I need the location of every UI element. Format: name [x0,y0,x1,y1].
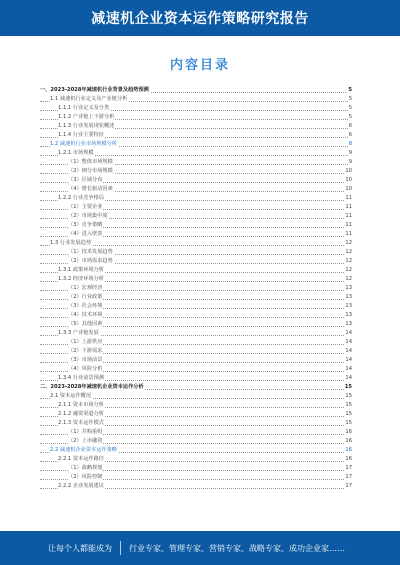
toc-entry[interactable] [0,185,400,194]
toc-entry-label: （2）市场需求趋势 [68,258,113,264]
toc-entry-page: 12 [345,249,352,255]
toc-entry-label: （2）细分市场规模 [68,168,113,174]
toc-entry-page: 15 [345,393,352,399]
toc-entry[interactable] [0,158,400,167]
toc-entry-page: 10 [345,168,352,174]
toc-entry[interactable] [0,338,400,347]
footer-tagline: 行业专家、管理专家、营销专家、战略专家、成功企业家…… [129,543,345,553]
toc-entry[interactable] [0,104,400,113]
toc-entry[interactable] [0,149,400,158]
toc-entry-label: （1）技术发展趋势 [68,249,113,255]
toc-entry-page: 9 [348,159,352,165]
toc-entry-page: 6 [348,132,352,138]
toc-entry-page: 9 [348,150,352,156]
toc-entry[interactable] [0,140,400,149]
toc-entry-page: 17 [345,474,352,480]
toc-entry[interactable] [0,473,400,482]
toc-entry-page: 11 [345,195,352,201]
toc-entry[interactable] [0,257,400,266]
toc-entry[interactable] [0,455,400,464]
toc-entry-page: 17 [345,465,352,471]
toc-entry-page: 16 [345,429,352,435]
toc-list [0,86,400,491]
toc-entry-label: 2.1.3 资本运作模式 [58,420,104,426]
toc-entry-label: 1.3.1 政策环境分析 [58,267,104,273]
toc-entry-page: 16 [345,456,352,462]
toc-entry-label: 2.1.2 融资渠道分析 [58,411,104,417]
toc-entry-page: 12 [345,276,352,282]
toc-entry[interactable] [0,293,400,302]
toc-entry-label: （1）宏观经济 [68,285,103,291]
toc-entry[interactable] [0,221,400,230]
toc-entry[interactable] [0,122,400,131]
toc-entry[interactable] [0,275,400,284]
toc-entry-label: （4）增长驱动因素 [68,186,113,192]
toc-entry[interactable] [0,356,400,365]
toc-entry-page: 17 [345,483,352,489]
toc-entry-page: 5 [348,105,352,111]
toc-entry-label: 1.2 减速机行业市场规模分析 [50,141,117,147]
toc-entry[interactable] [0,419,400,428]
report-header [0,0,400,36]
toc-entry[interactable] [0,167,400,176]
toc-entry-label: （4）技术环境 [68,312,103,318]
report-footer [0,531,400,565]
toc-entry-page: 13 [345,294,352,300]
toc-entry[interactable] [0,329,400,338]
toc-entry-label: （4）进入壁垒 [68,231,103,237]
toc-entry[interactable] [0,266,400,275]
toc-entry[interactable] [0,365,400,374]
toc-entry[interactable] [0,428,400,437]
toc-entry-page: 13 [345,285,352,291]
toc-entry-label: 1.1.3 行业发展现状概述 [58,123,115,129]
toc-entry-page: 15 [345,420,352,426]
footer-slogan: 让每个人都能成为 [48,543,112,553]
toc-entry-label: （1）整体市场规模 [68,159,113,165]
toc-entry-page: 12 [345,240,352,246]
toc-entry-page: 13 [345,312,352,318]
toc-entry-label: （3）竞争策略 [68,222,103,228]
toc-entry[interactable] [0,401,400,410]
toc-entry[interactable] [0,311,400,320]
toc-entry-page: 16 [345,438,352,444]
toc-entry[interactable] [0,464,400,473]
toc-entry-page: 6 [348,123,352,129]
toc-entry-label: 1.3.3 产业链发展 [58,330,99,336]
footer-divider [120,541,121,555]
toc-entry-label: 1.1.1 行业定义及分类 [58,105,110,111]
toc-entry-label: 二、2023-2028年减速机企业资本运作分析 [40,384,144,390]
toc-entry-label: 2.2.1 资本运作路径 [58,456,104,462]
toc-entry[interactable] [0,239,400,248]
toc-entry-label: 1.3 行业发展趋势 [50,240,92,246]
toc-entry-label: （1）战略规划 [68,465,103,471]
toc-entry-page: 13 [345,321,352,327]
toc-entry[interactable] [0,392,400,401]
toc-entry-page: 14 [345,357,352,363]
toc-entry[interactable] [0,320,400,329]
toc-entry[interactable] [0,410,400,419]
toc-entry-label: （1）上游供应 [68,339,103,345]
toc-entry-page: 11 [345,231,352,237]
toc-entry[interactable] [0,383,400,392]
toc-entry-label: （1）主要企业 [68,204,103,210]
toc-entry-label: （2）上市融资 [68,438,103,444]
toc-entry-label: 2.1 资本运作概况 [50,393,92,399]
toc-entry-label: （2）行业政策 [68,294,103,300]
toc-entry-page: 10 [345,186,352,192]
toc-entry-label: （5）其他因素 [68,321,103,327]
toc-entry-label: 1.2.2 行业竞争格局 [58,195,104,201]
toc-entry-label: （2）下游需求 [68,348,103,354]
toc-entry-label: 1.1.2 产业链上下游分析 [58,114,115,120]
toc-entry-page: 8 [348,141,352,147]
toc-entry[interactable] [0,95,400,104]
toc-entry-label: 1.1 减速机行业定义及产业链分析 [50,96,128,102]
toc-entry-page: 15 [345,402,352,408]
toc-entry-page: 12 [345,258,352,264]
toc-entry-page: 5 [348,87,352,93]
toc-entry-page: 14 [345,339,352,345]
toc-entry[interactable] [0,113,400,122]
toc-entry[interactable] [0,212,400,221]
toc-entry[interactable] [0,248,400,257]
toc-entry[interactable] [0,347,400,356]
toc-page [0,36,400,531]
toc-entry[interactable] [0,230,400,239]
toc-entry-page: 5 [348,96,352,102]
toc-entry-page: 14 [345,330,352,336]
toc-entry-page: 15 [345,411,352,417]
toc-entry[interactable] [0,176,400,185]
toc-entry[interactable] [0,437,400,446]
toc-title: 内容目录 [169,58,230,73]
toc-entry[interactable] [0,482,400,491]
toc-entry-label: （3）市场前景 [68,357,103,363]
toc-entry-label: （4）风险分析 [68,366,103,372]
toc-entry-page: 10 [345,177,352,183]
toc-entry-page: 14 [345,366,352,372]
toc-entry-page: 14 [345,348,352,354]
toc-entry-page: 12 [345,267,352,273]
toc-entry-label: 2.2 减速机企业资本运作策略 [50,447,117,453]
toc-entry[interactable] [0,284,400,293]
toc-entry-page: 16 [345,447,352,453]
toc-entry[interactable] [0,446,400,455]
toc-entry-page: 14 [345,375,352,381]
toc-entry-label: （3）社会环境 [68,303,103,309]
toc-entry[interactable] [0,302,400,311]
toc-entry-label: （2）市场集中度 [68,213,108,219]
toc-entry-page: 15 [344,384,352,390]
toc-entry-page: 11 [345,213,352,219]
toc-entry-label: （1）并购重组 [68,429,103,435]
toc-entry-page: 5 [348,114,352,120]
toc-entry-label: 一、2023-2028年减速机行业背景及趋势预测 [40,87,149,93]
report-title: 减速机企业资本运作策略研究报告 [91,11,309,27]
toc-entry[interactable] [0,374,400,383]
toc-entry-label: 1.1.4 行业主要特征 [58,132,104,138]
toc-entry[interactable] [0,203,400,212]
toc-entry[interactable] [0,86,400,95]
toc-entry-page: 13 [345,303,352,309]
toc-entry-page: 11 [345,204,352,210]
toc-entry-page: 11 [345,222,352,228]
toc-entry-label: 2.1.1 资本市场分析 [58,402,104,408]
toc-entry[interactable] [0,131,400,140]
toc-entry[interactable] [0,194,400,203]
toc-entry-label: （2）风险控制 [68,474,103,480]
toc-entry-label: （3）区域分布 [68,177,103,183]
toc-entry-label: 1.3.2 经济环境分析 [58,276,104,282]
toc-entry-label: 2.2.2 企业发展建议 [58,483,104,489]
toc-entry-label: 1.2.1 市场规模 [58,150,94,156]
toc-entry-label: 1.3.4 行业前景预测 [58,375,104,381]
